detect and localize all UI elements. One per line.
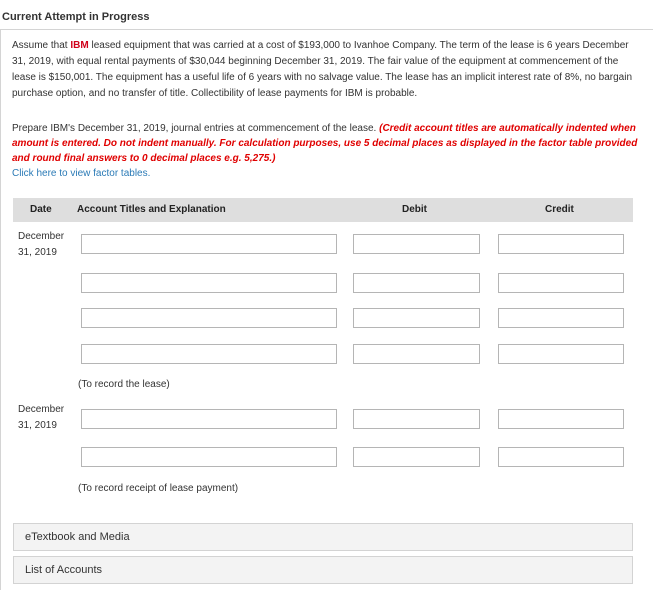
entry-2-date xyxy=(18,402,64,434)
entry-1-account-input-3[interactable] xyxy=(81,308,337,328)
entry-2-date-month: December xyxy=(18,404,65,415)
entry-1-debit-input-4[interactable] xyxy=(353,344,480,364)
column-header-date: Date xyxy=(30,204,52,215)
column-header-account: Account Titles and Explanation xyxy=(77,204,226,215)
instructions-note: (Credit account titles are automatically indented when amount is entered. Do not indent manually. For calculation purposes, use 5 decimal places as displayed in the factor table provided and round final answers to 0 decimal places e.g. 5,275.) xyxy=(12,123,638,164)
list-of-accounts-label: List of Accounts xyxy=(25,564,103,576)
entry-1-credit-input-4[interactable] xyxy=(498,344,624,364)
factor-tables-link[interactable]: Click here to view factor tables. xyxy=(12,168,151,179)
entry-2-account-input-1[interactable] xyxy=(81,409,337,429)
etextbook-media-label: eTextbook and Media xyxy=(25,531,130,543)
entry-1-debit-input-2[interactable] xyxy=(353,273,480,293)
journal-table-header xyxy=(13,198,633,222)
entry-1-credit-input-3[interactable] xyxy=(498,308,624,328)
entry-1-date-year: 31, 2019 xyxy=(18,247,57,258)
entry-1-account-input-4[interactable] xyxy=(81,344,337,364)
column-header-debit: Debit xyxy=(402,204,427,215)
list-of-accounts-section[interactable] xyxy=(13,556,633,584)
entry-2-debit-input-1[interactable] xyxy=(353,409,480,429)
entry-1-credit-input-2[interactable] xyxy=(498,273,624,293)
entry-1-date xyxy=(18,229,64,261)
entry-2-debit-input-2[interactable] xyxy=(353,447,480,467)
entry-2-explanation: (To record receipt of lease payment) xyxy=(78,483,239,494)
column-header-credit: Credit xyxy=(545,204,574,215)
entry-2-credit-input-2[interactable] xyxy=(498,447,624,467)
problem-statement xyxy=(12,38,637,102)
instructions xyxy=(12,121,640,166)
instructions-text: Prepare IBM's December 31, 2019, journal entries at commencement of the lease. xyxy=(12,123,380,134)
entry-1-date-month: December xyxy=(18,231,65,242)
entry-1-debit-input-1[interactable] xyxy=(353,234,480,254)
problem-text-start: Assume that xyxy=(12,40,71,51)
entry-2-account-input-2[interactable] xyxy=(81,447,337,467)
page-header xyxy=(0,0,653,30)
question-panel xyxy=(0,30,643,590)
company-highlight: IBM xyxy=(70,40,89,51)
entry-1-account-input-2[interactable] xyxy=(81,273,337,293)
entry-2-date-year: 31, 2019 xyxy=(18,420,57,431)
entry-1-debit-input-3[interactable] xyxy=(353,308,480,328)
page-title: Current Attempt in Progress xyxy=(2,11,150,23)
entry-1-account-input-1[interactable] xyxy=(81,234,337,254)
entry-2-credit-input-1[interactable] xyxy=(498,409,624,429)
entry-1-explanation: (To record the lease) xyxy=(78,379,170,390)
entry-1-credit-input-1[interactable] xyxy=(498,234,624,254)
problem-text-rest: leased equipment that was carried at a cost of $193,000 to Ivanhoe Company. The term of the lease is 6 years December 31, 2019, with equal rental payments of $30,044 beginning December 31, 2019. The fair value of the equipment at commencement of the lease is $150,001. The equipment has a useful life of 6 years with no salvage value. The lease has an implicit interest rate of 8%, no bargain purchase option, and no transfer of title. Collectibility of lease payments for IBM is probable. xyxy=(12,40,633,99)
etextbook-media-section[interactable] xyxy=(13,523,633,551)
